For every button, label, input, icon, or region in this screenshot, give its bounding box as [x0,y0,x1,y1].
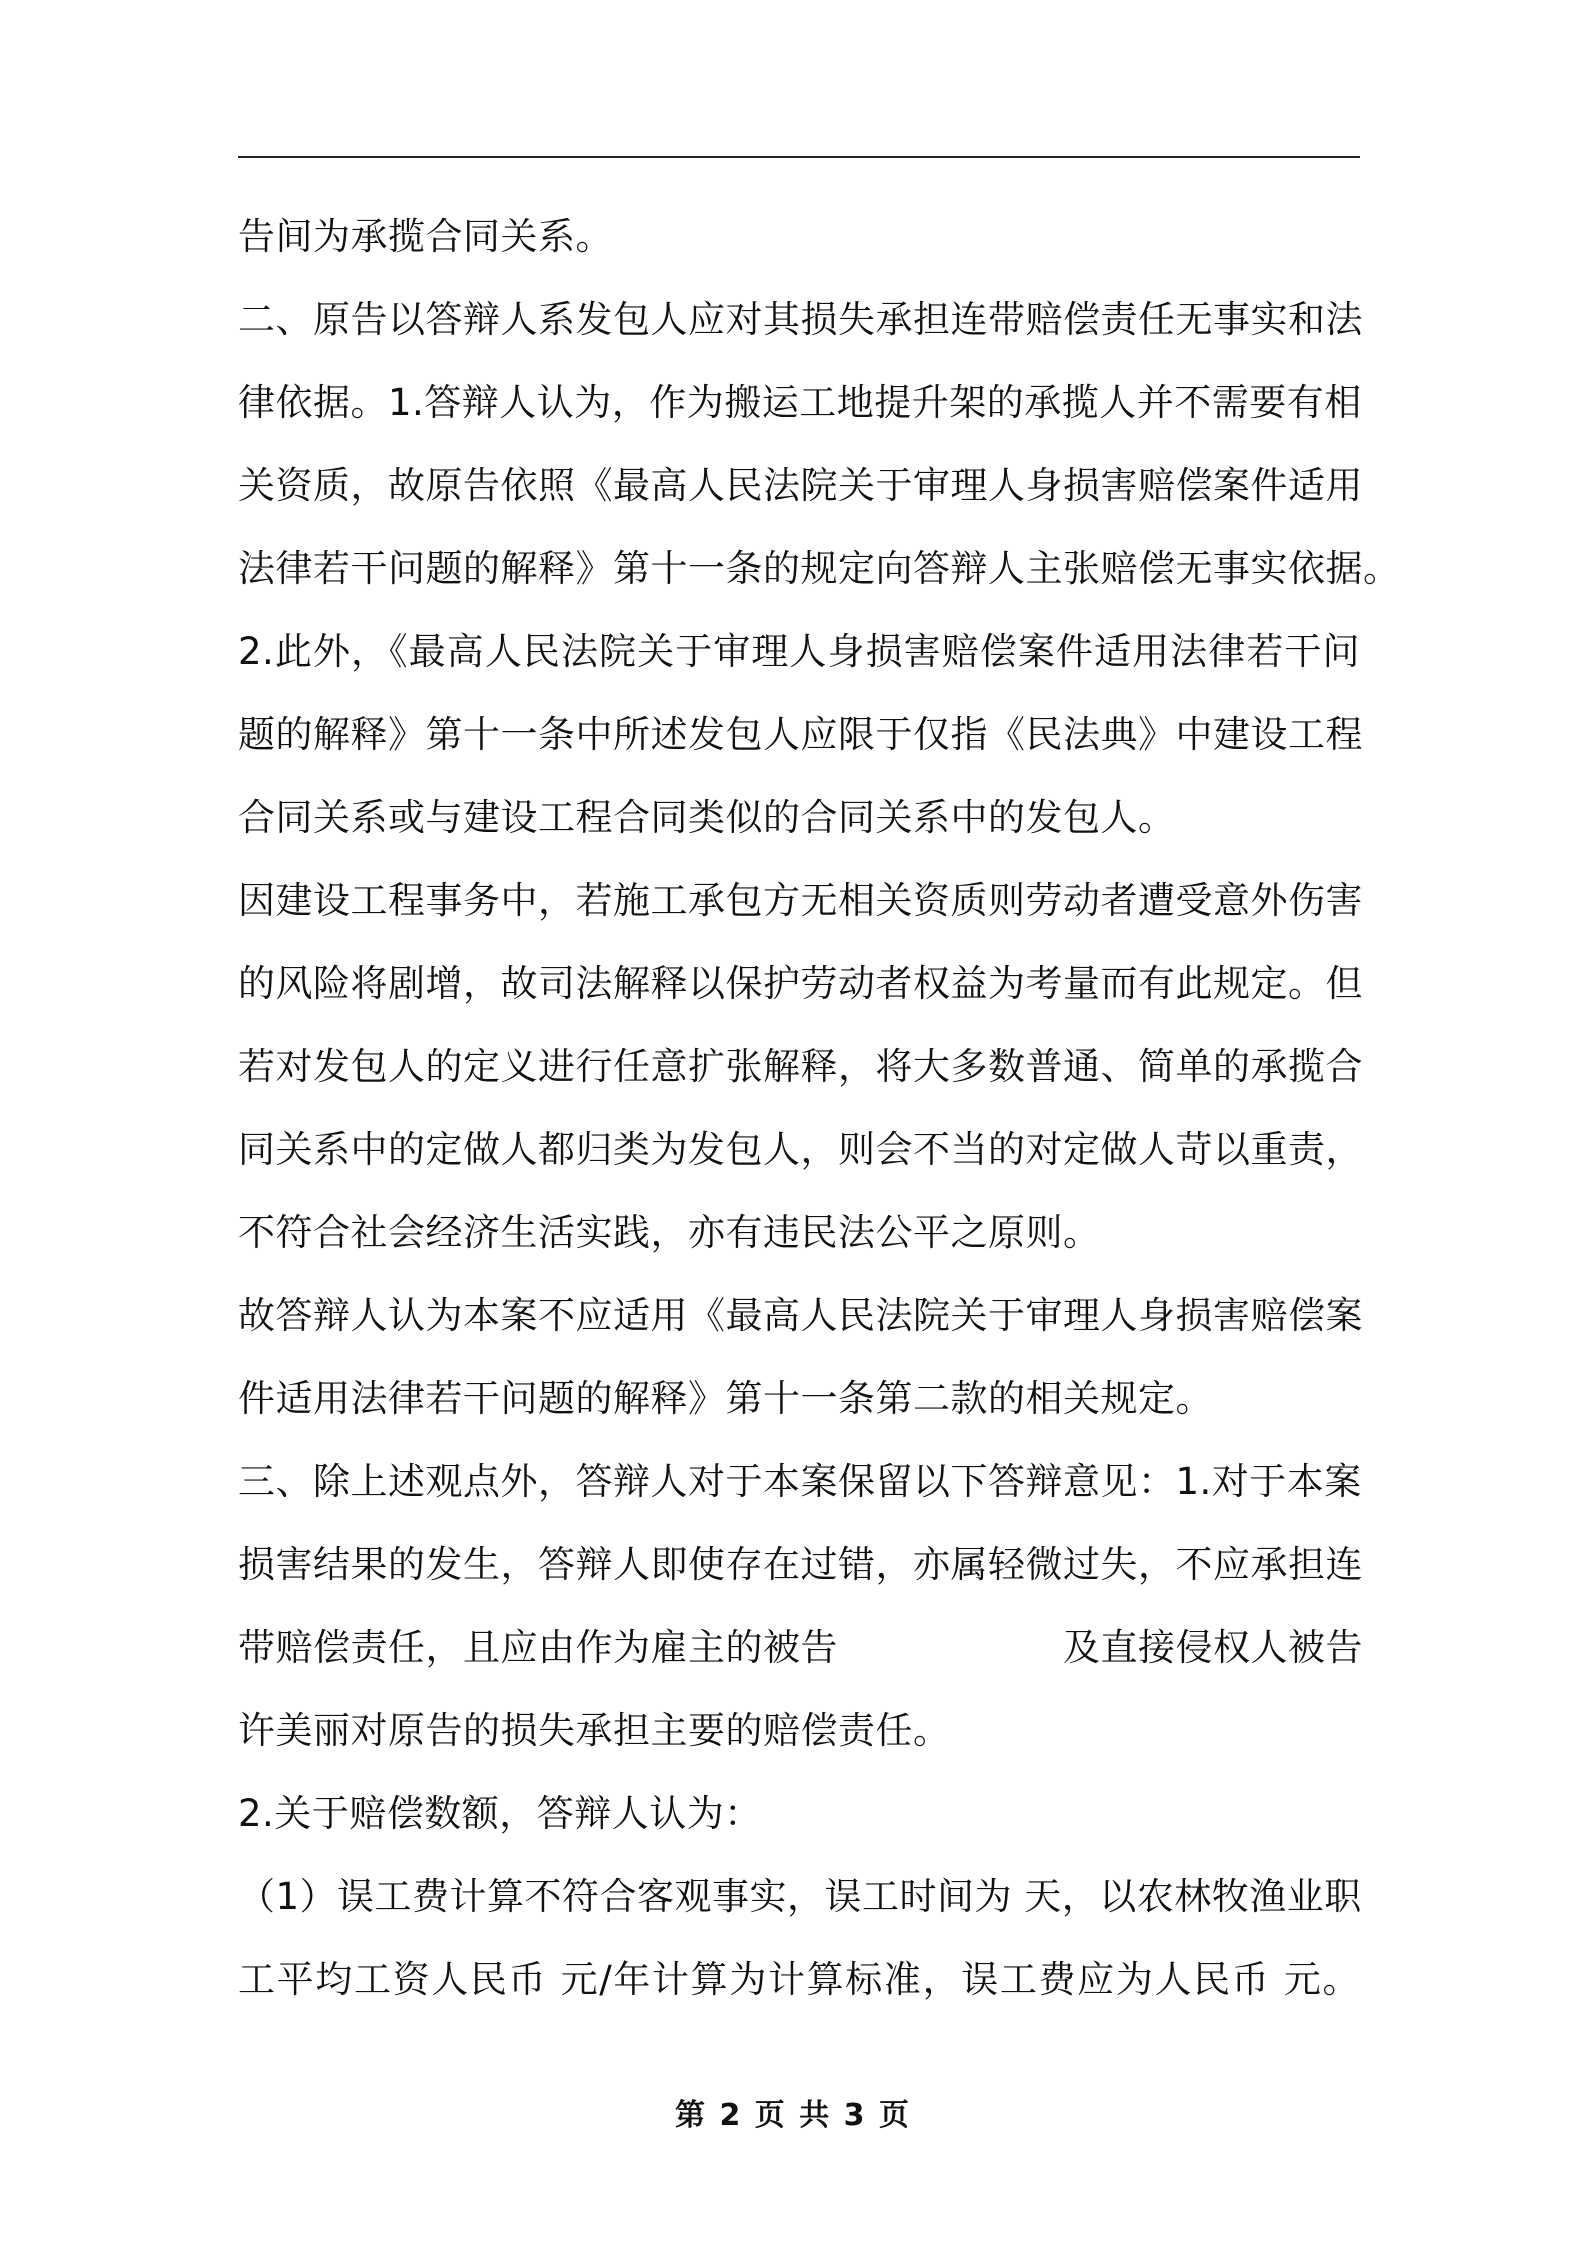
text-line: 2.此外，《最高人民法院关于审理人身损害赔偿案件适用法律若干问 [238,630,1360,673]
page-number: 第 2 页 共 3 页 [675,2098,911,2133]
text-line: 若对发包人的定义进行任意扩张解释，将大多数普通、简单的承揽合 [238,1045,1363,1088]
text-line: 故答辩人认为本案不应适用《最高人民法院关于审理人身损害赔偿案 [238,1294,1363,1337]
text-line: 同关系中的定做人都归类为发包人，则会不当的对定做人苛以重责， [238,1128,1363,1171]
text-line: 损害结果的发生，答辩人即使存在过错，亦属轻微过失，不应承担连 [238,1543,1363,1586]
text-line: 不符合社会经济生活实践，亦有违民法公平之原则。 [238,1211,1101,1254]
text-line: 许美丽对原告的损失承担主要的赔偿责任。 [238,1709,951,1752]
document-body [238,195,1401,2021]
text-line: 合同关系或与建设工程合同类似的合同关系中的发包人。 [238,796,1176,839]
text-line: 告间为承揽合同关系。 [238,215,613,258]
text-line: 的风险将剧增，故司法解释以保护劳动者权益为考量而有此规定。但 [238,962,1363,1005]
text-line: 工平均工资人民币 元/年计算为计算标准，误工费应为人民币 元。 [238,1958,1360,2001]
text-line: 题的解释》第十一条中所述发包人应限于仅指《民法典》中建设工程 [238,713,1363,756]
text-line: 三、除上述观点外，答辩人对于本案保留以下答辩意见：1.对于本案 [238,1460,1362,1503]
text-line: 二、原告以答辩人系发包人应对其损失承担连带赔偿责任无事实和法 [238,298,1363,341]
text-line: （1）误工费计算不符合客观事实，误工时间为 天，以农林牧渔业职 [238,1875,1362,1918]
text-line: 带赔偿责任，且应由作为雇主的被告 及直接侵权人被告 [238,1626,1363,1669]
header-divider [238,156,1360,158]
text-line: 律依据。1.答辩人认为，作为搬运工地提升架的承揽人并不需要有相 [238,381,1362,424]
text-line: 法律若干问题的解释》第十一条的规定向答辩人主张赔偿无事实依据。 [238,547,1401,590]
text-line: 关资质，故原告依照《最高人民法院关于审理人身损害赔偿案件适用 [238,464,1363,507]
text-line: 2.关于赔偿数额，答辩人认为： [238,1792,762,1835]
text-line: 件适用法律若干问题的解释》第十一条第二款的相关规定。 [238,1377,1213,1420]
text-line: 因建设工程事务中，若施工承包方无相关资质则劳动者遭受意外伤害 [238,879,1363,922]
